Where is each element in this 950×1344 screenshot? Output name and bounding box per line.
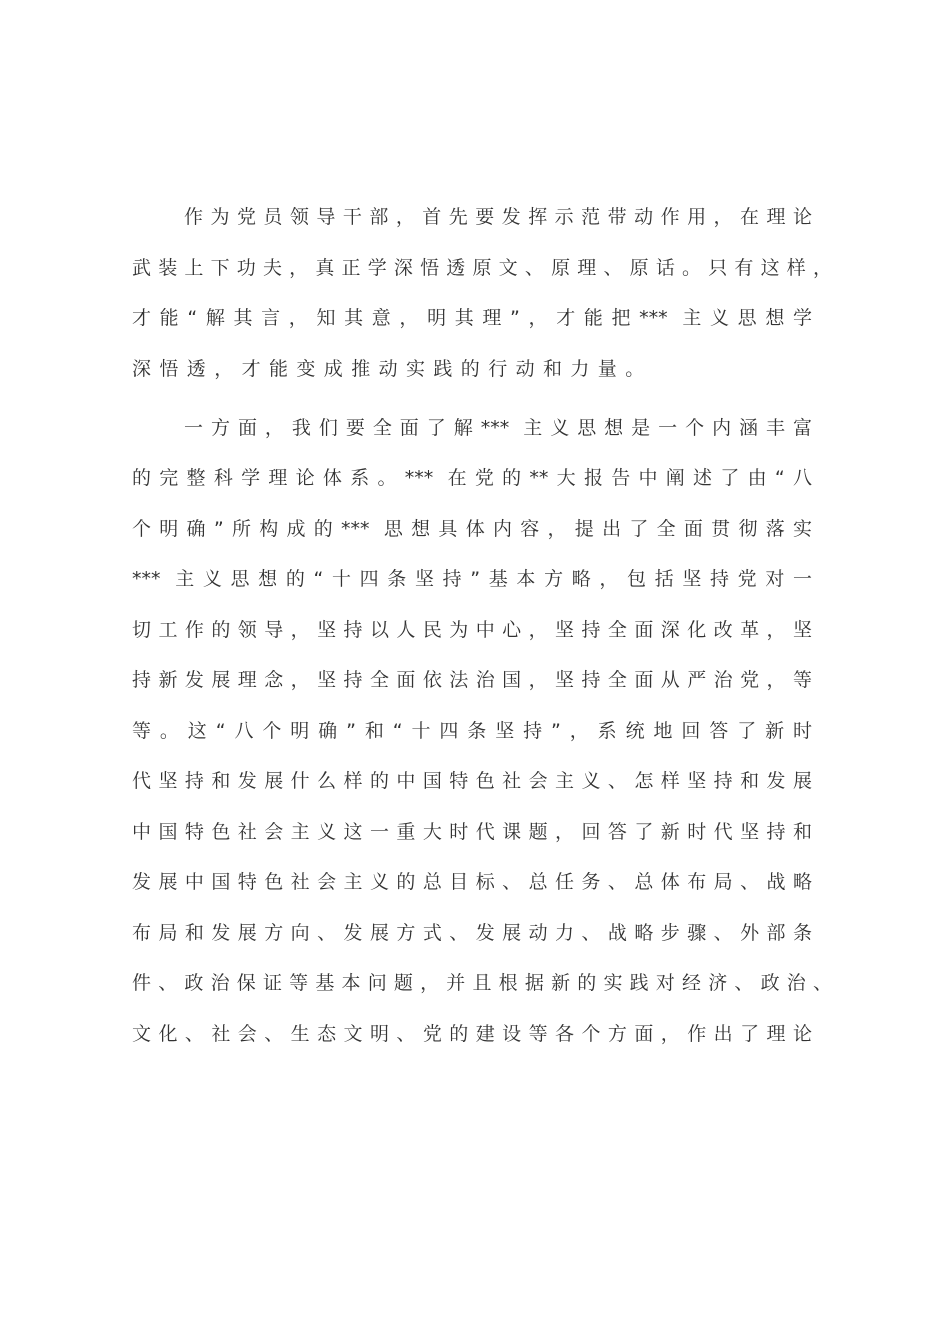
paragraph-line: *** 主义思想的“十四条坚持”基本方略，包括坚持党对一 [132,568,812,590]
paragraph-line: 深悟透，才能变成推动实践的行动和力量。 [132,358,653,380]
paragraph-line: 中国特色社会主义这一重大时代课题，回答了新时代坚持和 [132,821,812,843]
paragraph-line: 个明确”所构成的*** 思想具体内容，提出了全面贯彻落实 [132,518,812,540]
paragraph-line: 代坚持和发展什么样的中国特色社会主义、怎样坚持和发展 [132,770,812,792]
paragraph-line: 一方面，我们要全面了解*** 主义思想是一个内涵丰富 [184,417,812,439]
paragraph-line: 的完整科学理论体系。*** 在党的**大报告中阐述了由“八 [132,467,812,489]
paragraph-line: 文化、社会、生态文明、党的建设等各个方面，作出了理论 [132,1023,812,1045]
paragraph-line: 件、政治保证等基本问题，并且根据新的实践对经济、政治、 [132,972,832,994]
paragraph-line: 切工作的领导，坚持以人民为中心，坚持全面深化改革，坚 [132,619,812,641]
paragraph-line: 作为党员领导干部，首先要发挥示范带动作用，在理论 [184,206,812,228]
paragraph-line: 发展中国特色社会主义的总目标、总任务、总体布局、战略 [132,871,812,893]
paragraph-line: 持新发展理念，坚持全面依法治国，坚持全面从严治党，等 [132,669,812,691]
paragraph-line: 才能“解其言，知其意，明其理”，才能把*** 主义思想学 [132,307,812,329]
paragraph-line: 布局和发展方向、发展方式、发展动力、战略步骤、外部条 [132,922,812,944]
paragraph-line: 等。这“八个明确”和“十四条坚持”，系统地回答了新时 [132,720,812,742]
paragraph-line: 武装上下功夫，真正学深悟透原文、原理、原话。只有这样， [132,257,832,279]
